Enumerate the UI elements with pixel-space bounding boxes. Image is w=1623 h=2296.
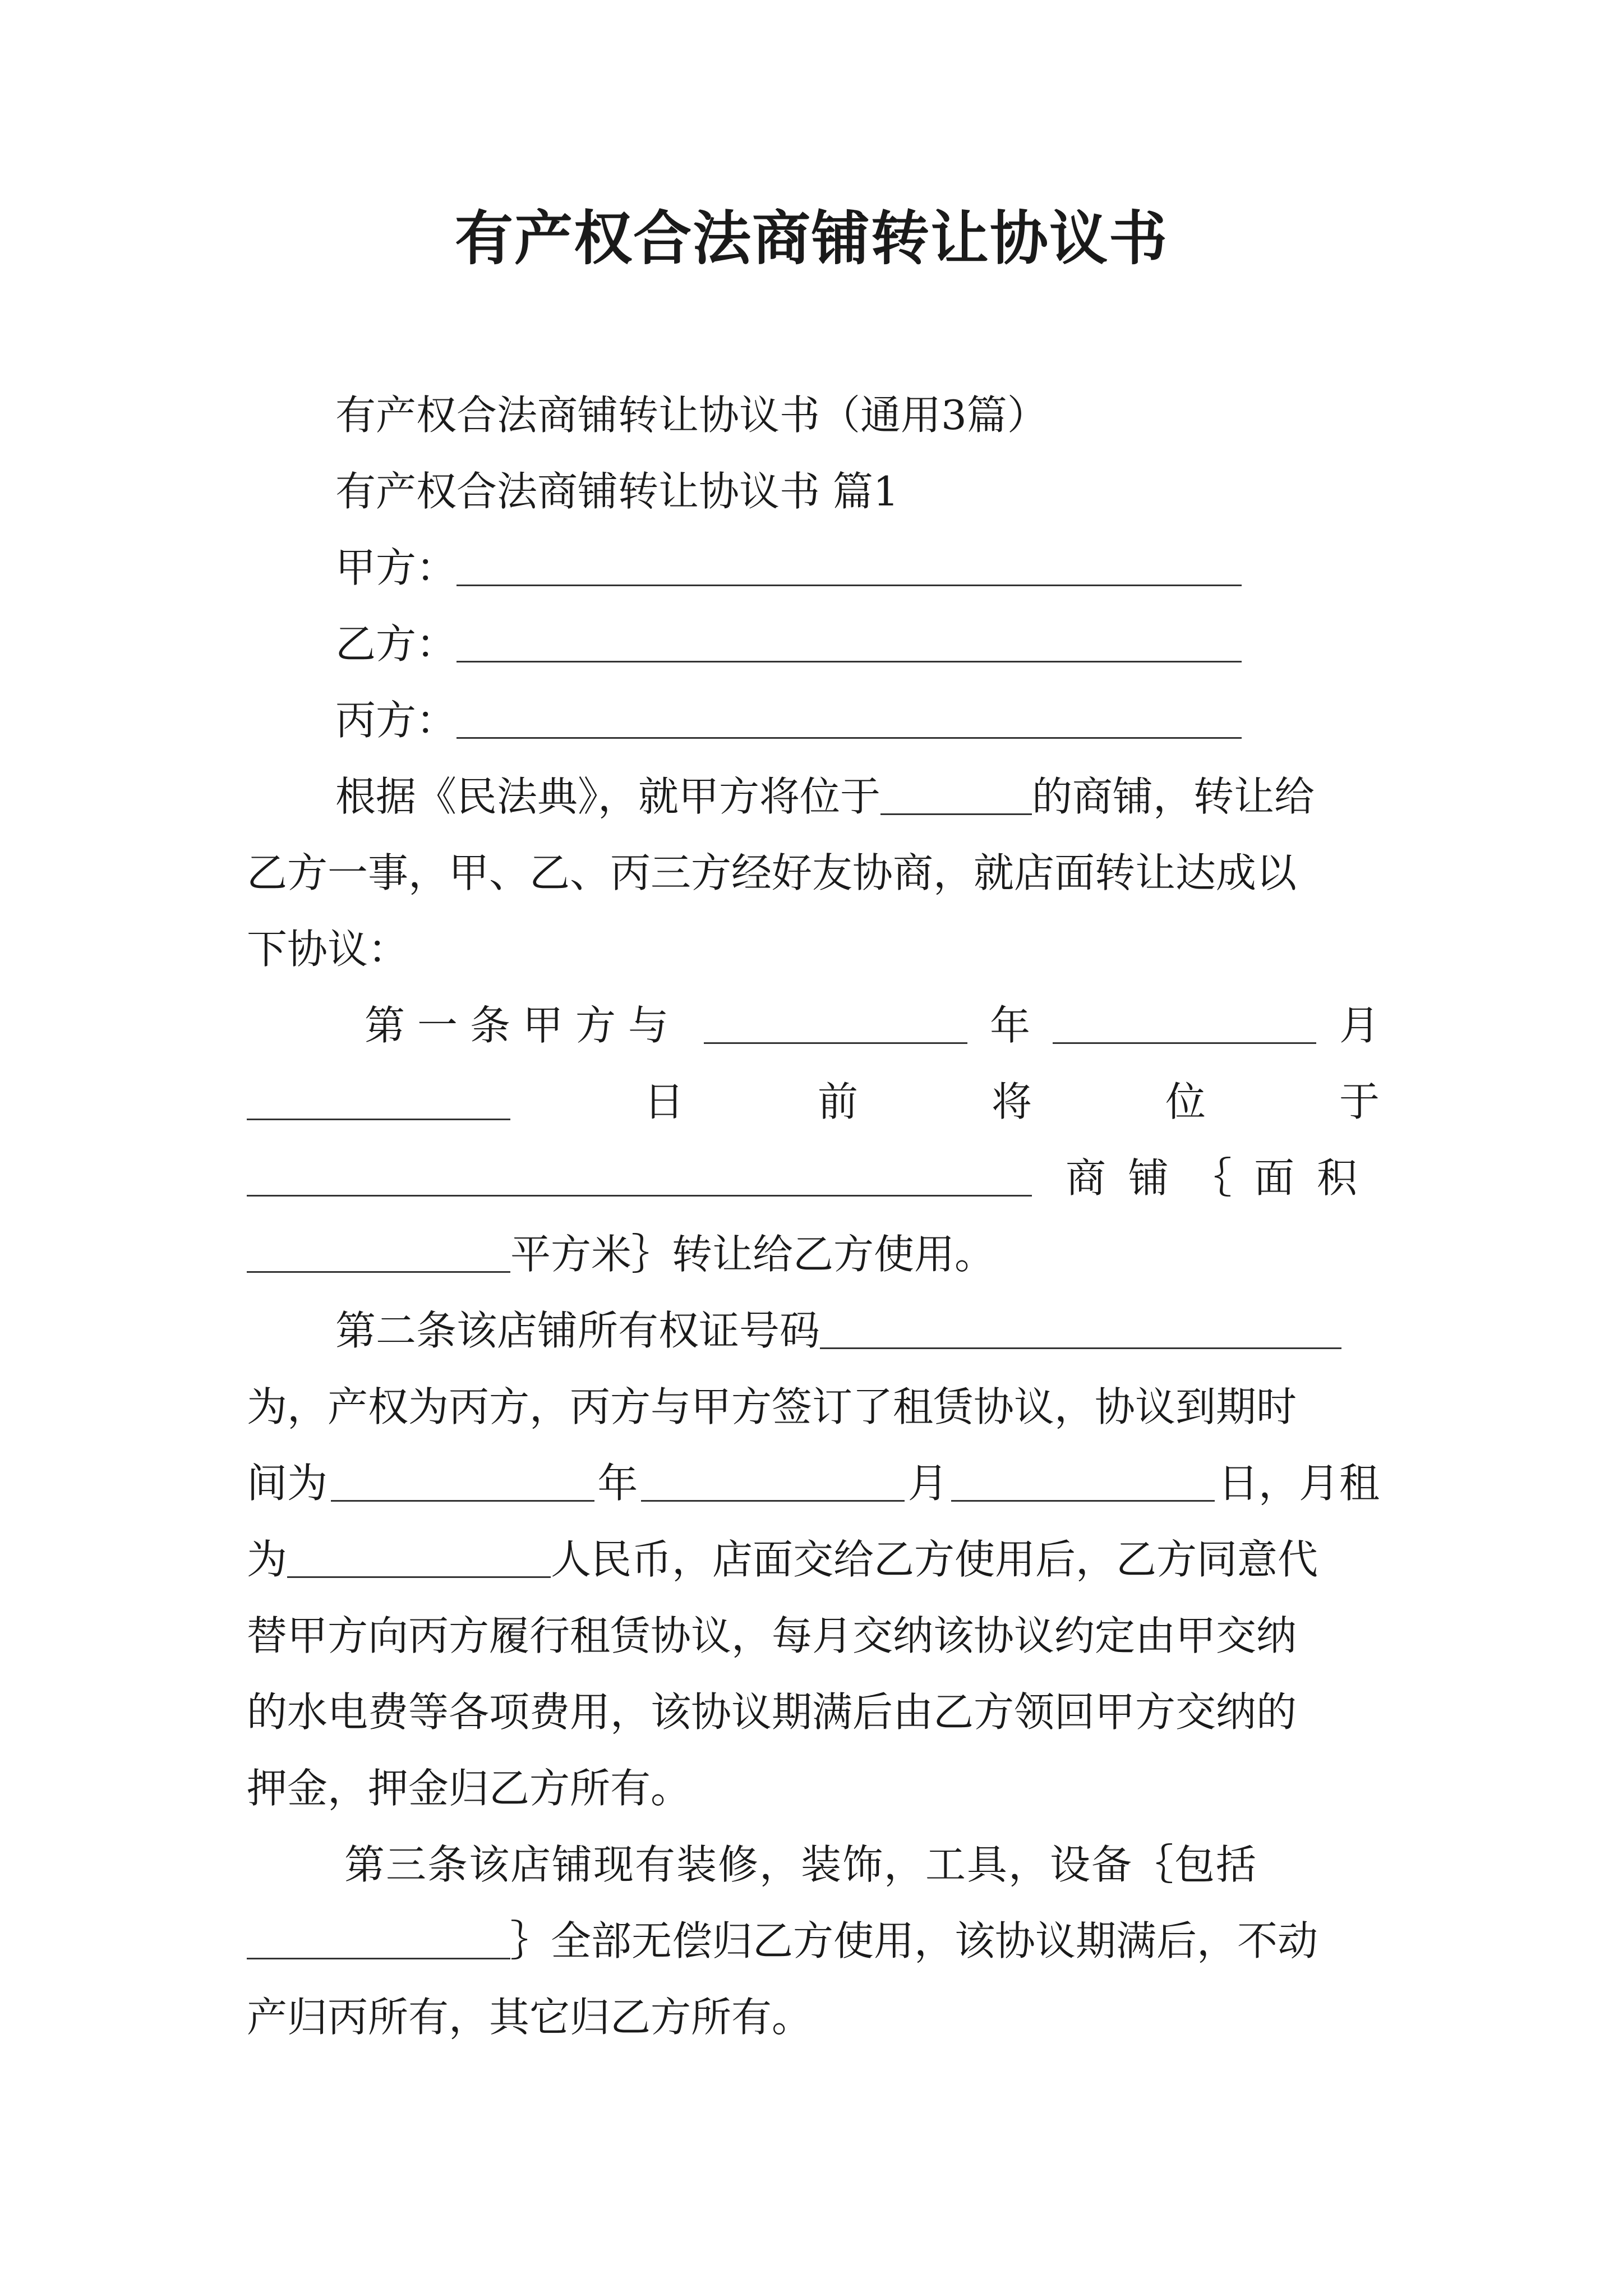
article2-cert-blank xyxy=(820,1313,1341,1349)
article1-line-3 xyxy=(247,1140,1380,1216)
article2-year-blank xyxy=(331,1465,594,1502)
article1-year-label: 年 xyxy=(989,1002,1030,1049)
article2-text-6: 的水电费等各项费用，该协议期满后由乙方领回甲方交纳的 xyxy=(247,1688,1297,1736)
article1-line-4 xyxy=(247,1216,1380,1292)
intro-text-1a: 根据《民法典》，就甲方将位于 xyxy=(335,773,881,820)
article2-text-2: 为，产权为丙方，丙方与甲方签订了租赁协议，协议到期时 xyxy=(247,1383,1297,1430)
section-heading-text: 有产权合法商铺转让协议书 篇1 xyxy=(335,468,899,515)
article1-word-5: 于 xyxy=(1339,1078,1380,1125)
article2-text-5: 替甲方向丙方履行租赁协议，每月交纳该协议约定由甲交纳 xyxy=(247,1612,1297,1659)
party-a-blank xyxy=(457,550,1242,586)
party-b-label: 乙方： xyxy=(335,620,457,668)
article3-text-2: ｝全部无偿归乙方使用，该协议期满后，不动 xyxy=(510,1917,1318,1964)
article2-text-4a: 为 xyxy=(247,1536,288,1583)
article3-line-3 xyxy=(247,1979,1380,2055)
article2-line-3 xyxy=(247,1445,1380,1521)
article2-text-7: 押金，押金归乙方所有。 xyxy=(247,1765,691,1812)
article2-text-3d: 日，月租 xyxy=(1218,1460,1380,1507)
article1-word-4: 位 xyxy=(1165,1078,1206,1125)
article2-text-3c: 月 xyxy=(907,1460,948,1507)
article2-text-3b: 年 xyxy=(597,1460,638,1507)
location-blank xyxy=(880,779,1032,815)
article3-line-2 xyxy=(247,1903,1380,1979)
party-b-blank xyxy=(457,626,1242,662)
article1-word-1: 日 xyxy=(643,1078,684,1125)
intro-line-3 xyxy=(247,911,1380,987)
article2-line-4 xyxy=(247,1521,1380,1598)
article1-day-blank xyxy=(247,1084,510,1120)
article3-line-1 xyxy=(344,1826,1380,1903)
article2-month-blank xyxy=(641,1465,905,1502)
intro-text-3: 下协议： xyxy=(247,926,409,973)
article2-line-7 xyxy=(247,1750,1380,1826)
article2-day-blank xyxy=(951,1465,1215,1502)
subtitle xyxy=(335,377,1468,453)
article2-line-6 xyxy=(247,1674,1380,1750)
article2-line-5 xyxy=(247,1598,1380,1674)
article2-rent-blank xyxy=(287,1542,551,1578)
article2-line-1 xyxy=(335,1292,1380,1369)
intro-text-1b: 的商铺，转让给 xyxy=(1032,773,1315,820)
section-heading xyxy=(335,453,1468,530)
article1-area-blank xyxy=(247,1236,510,1273)
article2-text-1: 第二条该店铺所有权证号码 xyxy=(335,1307,820,1354)
party-c-row xyxy=(335,682,1468,758)
intro-line-2 xyxy=(247,835,1380,911)
party-c-blank xyxy=(457,702,1242,739)
article1-line-1 xyxy=(365,987,1380,1064)
article1-text-3a: 商铺｛面积 xyxy=(1065,1154,1380,1202)
article1-word-2: 前 xyxy=(817,1078,858,1125)
article1-month-blank xyxy=(1053,1007,1316,1044)
document-title: 有产权合法商铺转让协议书 xyxy=(454,204,1168,273)
article1-text-1a: 第一条甲方与 xyxy=(365,1002,681,1049)
party-a-label: 甲方： xyxy=(335,544,457,591)
article3-text-3: 产归丙所有，其它归乙方所有。 xyxy=(247,1994,813,2041)
article3-text-1: 第三条该店铺现有装修，装饰，工具，设备｛包括 xyxy=(344,1841,1258,1888)
intro-line-1 xyxy=(335,758,1380,835)
party-c-label: 丙方： xyxy=(335,697,457,744)
article1-text-4a: 平方米｝转让给乙方使用。 xyxy=(510,1231,995,1278)
article1-word-3: 将 xyxy=(991,1078,1032,1125)
party-b-row xyxy=(335,606,1468,682)
article1-year-blank xyxy=(704,1007,967,1044)
article1-line-2 xyxy=(247,1064,1380,1140)
intro-text-2: 乙方一事，甲、乙、丙三方经好友协商，就店面转让达成以 xyxy=(247,849,1297,896)
subtitle-text: 有产权合法商铺转让协议书（通用3篇） xyxy=(335,392,1048,439)
article2-text-3a: 间为 xyxy=(247,1460,328,1507)
article2-text-4b: 人民币，店面交给乙方使用后，乙方同意代 xyxy=(551,1536,1318,1583)
article1-address-blank xyxy=(247,1160,1032,1197)
party-a-row xyxy=(335,530,1468,606)
article3-items-blank xyxy=(247,1923,510,1959)
article2-line-2 xyxy=(247,1369,1380,1445)
article1-month-label: 月 xyxy=(1339,1002,1380,1049)
